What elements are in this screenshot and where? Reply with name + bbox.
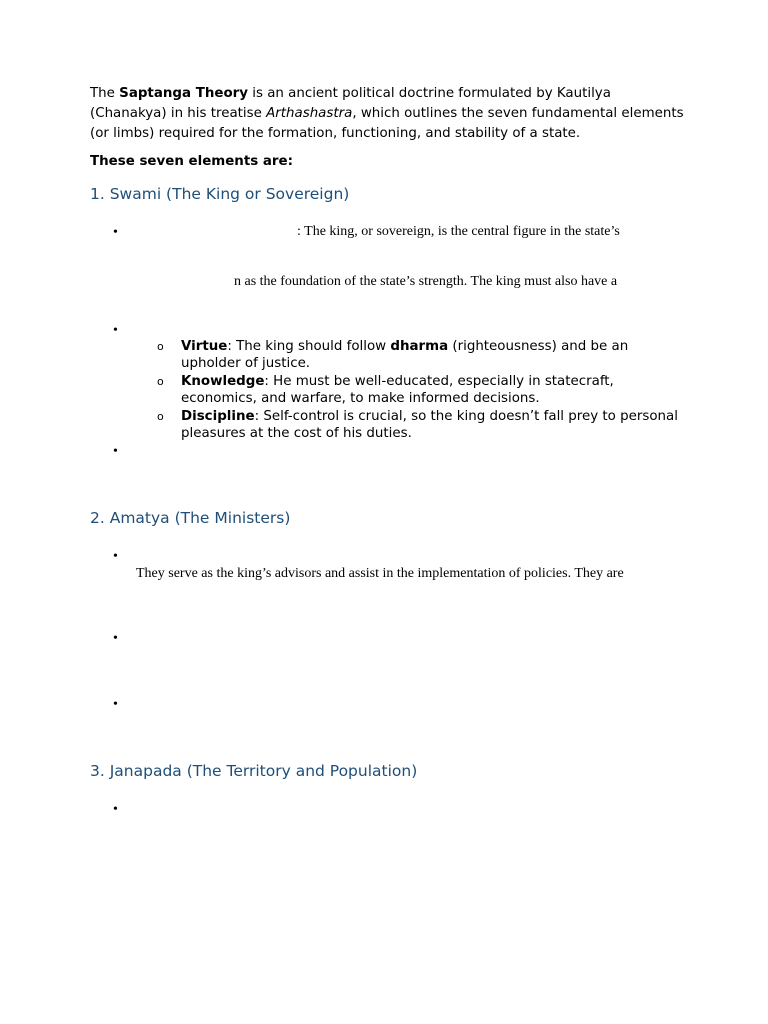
king-qualities-list: [157, 338, 687, 443]
intro-paragraph: [90, 84, 690, 144]
bullet: •: [113, 323, 118, 338]
section-heading-janapada: 3. Janapada (The Territory and Population): [90, 762, 418, 780]
quality-term-dharma: dharma: [390, 339, 449, 354]
quality-term: Virtue: [181, 339, 228, 354]
intro-treatise-name: Arthashastra: [266, 106, 353, 121]
bullet: •: [113, 697, 118, 712]
bullet: •: [113, 631, 118, 646]
intro-theory-name: Saptanga Theory: [119, 86, 248, 101]
intro-suffix: , which outlines the seven fundamental elements (or limbs) required for the formation, functioning, and stability of a state.: [90, 106, 684, 141]
sub-bullet: o: [157, 410, 164, 423]
elements-lead: These seven elements are:: [90, 154, 293, 169]
sub-bullet: o: [157, 375, 164, 388]
quality-term: Knowledge: [181, 374, 265, 389]
section-heading-amatya: 2. Amatya (The Ministers): [90, 509, 291, 527]
intro-prefix: The: [90, 86, 120, 101]
quality-item-discipline: [157, 408, 687, 442]
bullet: •: [113, 444, 118, 459]
quality-text: (righteousness) and be an upholder of justice.: [181, 339, 629, 371]
bullet: •: [113, 802, 118, 817]
intro-middle: is an ancient political doctrine formulated by Kautilya (Chanakya) in his treatise: [90, 86, 611, 121]
section-heading-swami: 1. Swami (The King or Sovereign): [90, 185, 350, 203]
quality-item-virtue: [157, 338, 687, 372]
bullet: •: [113, 549, 118, 564]
sub-bullet: o: [157, 340, 164, 353]
quality-text: : The king should follow: [227, 339, 391, 354]
quality-item-knowledge: [157, 373, 687, 407]
swami-text-line-1: : The king, or sovereign, is the central figure in the state’s: [297, 224, 620, 239]
bullet: •: [113, 225, 118, 240]
amatya-text-line-1: They serve as the king’s advisors and assist in the implementation of policies. They are: [136, 566, 624, 581]
swami-text-line-2: n as the foundation of the state’s strength. The king must also have a: [234, 274, 618, 289]
quality-term: Discipline: [181, 409, 255, 424]
quality-text: : Self-control is crucial, so the king doesn’t fall prey to personal pleasures at the cost of his duties.: [181, 409, 678, 441]
quality-text: : He must be well-educated, especially in statecraft, economics, and warfare, to make informed decisions.: [181, 374, 614, 406]
